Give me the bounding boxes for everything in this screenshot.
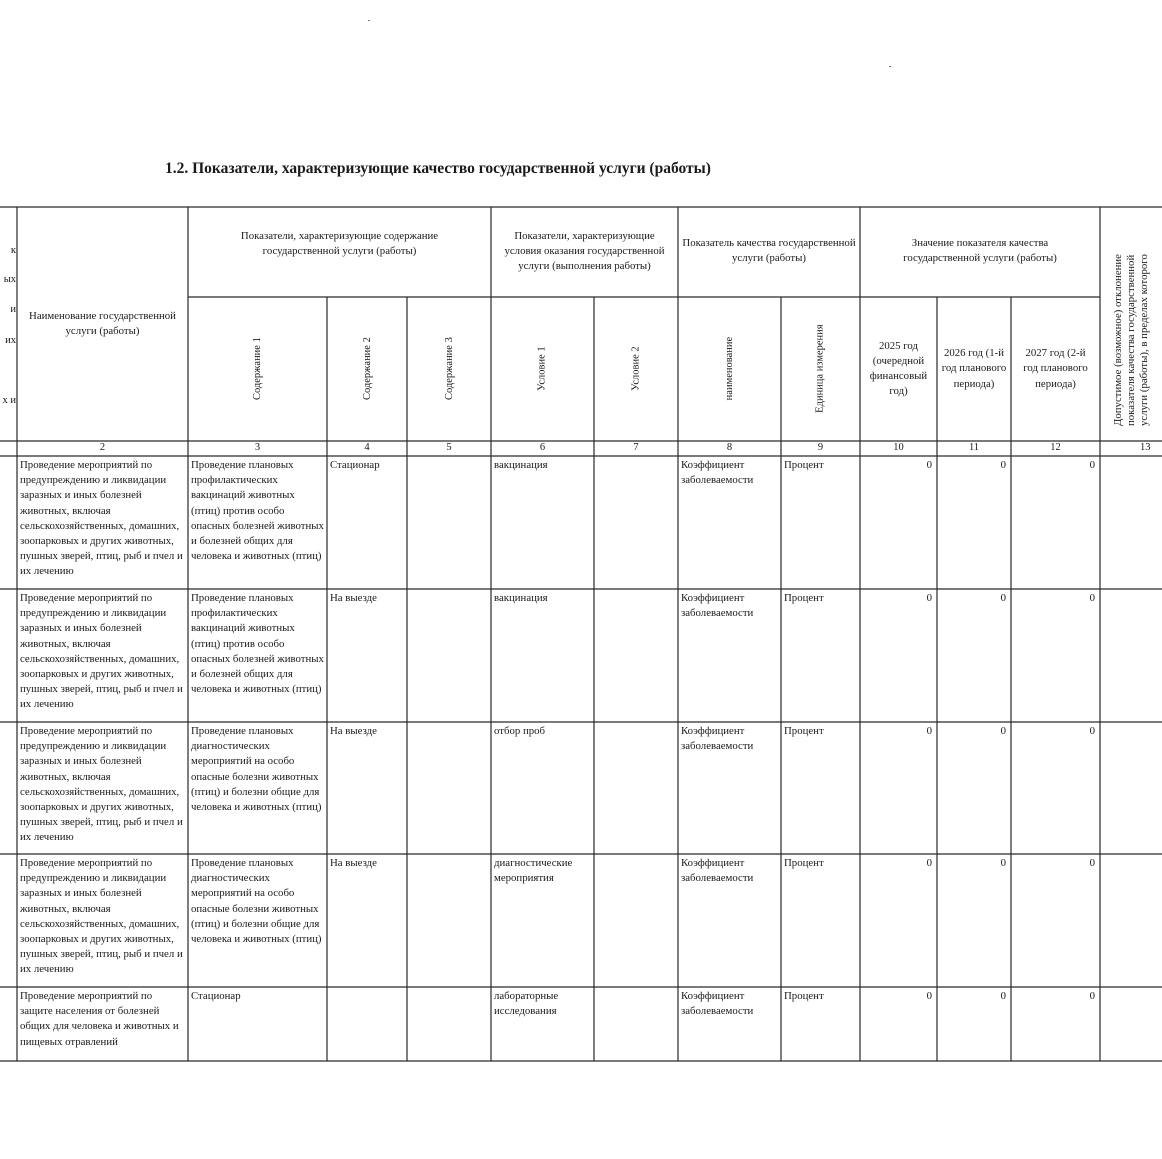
page-title: 1.2. Показатели, характеризующие качество государственной услуги (работы) <box>165 160 711 177</box>
cell-content-1: Стационар <box>191 990 241 1002</box>
column-number: 3 <box>254 442 261 453</box>
cell-indicator-name: Коэффициент заболеваемости <box>681 857 754 885</box>
cell-service-name: Проведение мероприятий по предупреждению и ликвидации заразных и иных болезней животных, включая сельскохозяйственных, домашних, зоопарковых и других животных, пушных зверей, птиц, рыб и пчел и их лечению <box>20 459 183 578</box>
header-year-2026: 2026 год (1-й год планового периода) <box>941 347 1007 390</box>
cell-condition-1: вакцинация <box>494 459 548 471</box>
cell-value-2026: 0 <box>1000 857 1006 869</box>
cell-service-name: Проведение мероприятий по предупреждению и ликвидации заразных и иных болезней животных, включая сельскохозяйственных, домашних, зоопарковых и других животных, пушных зверей, птиц, рыб и пчел и их лечению <box>20 857 183 976</box>
cell-value-2026: 0 <box>1000 459 1006 471</box>
cell-value-2025: 0 <box>926 857 932 869</box>
cell-content-3 <box>408 590 490 721</box>
cell-value-2026: 0 <box>1000 592 1006 604</box>
cell-content-3 <box>408 988 490 1060</box>
cell-indicator-name: Коэффициент заболеваемости <box>681 990 754 1018</box>
cell-indicator-name: Коэффициент заболеваемости <box>681 725 754 753</box>
cell-condition-2 <box>595 855 677 986</box>
cell-value-2027: 0 <box>1089 725 1095 737</box>
column-number: 13 <box>1140 442 1151 453</box>
column-number: 2 <box>99 442 106 453</box>
cell-value-2026: 0 <box>1000 725 1006 737</box>
column-number: 6 <box>539 442 546 453</box>
cell-indicator-name: Коэффициент заболеваемости <box>681 592 754 620</box>
column-number: 5 <box>446 442 452 453</box>
cell-content-2: Стационар <box>330 459 380 471</box>
cell-content-1: Проведение плановых диагностических мероприятий на особо опасные болезни животных (птиц) и болезни общие для человека и животных (птиц) <box>191 725 322 814</box>
header-service-name: Наименование государственной услуги (работы) <box>29 309 176 337</box>
clipped-header-fragment: к <box>10 245 16 256</box>
cell-unit: Процент <box>784 857 824 869</box>
clipped-header-fragment: и <box>10 304 16 315</box>
cell-service-name: Проведение мероприятий по предупреждению и ликвидации заразных и иных болезней животных, включая сельскохозяйственных, домашних, зоопарковых и других животных, пушных зверей, птиц, рыб и пчел и их лечению <box>20 592 183 711</box>
cell-content-3 <box>408 723 490 853</box>
cell-unit: Процент <box>784 725 824 737</box>
cell-condition-1: лабораторные исследования <box>494 990 559 1018</box>
cell-value-2027: 0 <box>1089 990 1095 1002</box>
cell-condition-1: вакцинация <box>494 592 548 604</box>
column-number: 12 <box>1050 442 1061 453</box>
header-unit: Единица измерения <box>814 324 826 414</box>
cell-indicator-name: Коэффициент заболеваемости <box>681 459 754 487</box>
clipped-header-fragment: х и <box>2 395 16 406</box>
header-year-2027: 2027 год (2-й год планового периода) <box>1023 347 1088 390</box>
cell-content-2: На выезде <box>330 857 377 869</box>
cell-value-2025: 0 <box>926 459 932 471</box>
clipped-header-fragment: ых <box>3 274 16 285</box>
cell-value-2025: 0 <box>926 592 932 604</box>
cell-content-2: На выезде <box>330 592 377 604</box>
cell-condition-2 <box>595 590 677 721</box>
column-number: 10 <box>893 442 904 453</box>
header-deviation: Допустимое (возможное) отклонение показателя качества государственной услуги (работы), в пределах которого <box>1112 254 1150 426</box>
cell-condition-2 <box>595 457 677 588</box>
cell-content-1: Проведение плановых профилактических вакцинаций животных (птиц) против особо опасных болезней животных и болезней общих для человека и животных (птиц) <box>191 459 324 563</box>
cell-service-name: Проведение мероприятий по защите населения от болезней общих для человека и животных и пищевых отравлений <box>20 990 179 1048</box>
cell-value-2025: 0 <box>926 725 932 737</box>
cell-condition-1: диагностические мероприятия <box>494 857 573 885</box>
header-year-2025: 2025 год (очередной финансовый год) <box>869 339 928 398</box>
header-indicator-name: наименование <box>723 337 735 401</box>
clipped-header-fragment: их <box>5 335 16 346</box>
cell-value-2027: 0 <box>1089 592 1095 604</box>
header-conditions-group: Показатели, характеризующие условия оказания государственной услуги (выполнения работы) <box>504 230 665 273</box>
column-number: 4 <box>364 442 370 453</box>
cell-value-2027: 0 <box>1089 459 1095 471</box>
cell-condition-1: отбор проб <box>494 725 546 737</box>
cell-unit: Процент <box>784 990 824 1002</box>
cell-service-name: Проведение мероприятий по предупреждению и ликвидации заразных и иных болезней животных, включая сельскохозяйственных, домашних, зоопарковых и других животных, пушных зверей, птиц, рыб и пчел и их лечению <box>20 725 183 844</box>
header-condition-1: Условие 1 <box>536 346 548 392</box>
header-content-1: Содержание 1 <box>251 337 263 401</box>
column-number: 8 <box>726 442 733 453</box>
cell-value-2026: 0 <box>1000 990 1006 1002</box>
header-content-3: Содержание 3 <box>443 337 455 401</box>
header-quality-group: Показатель качества государственной услуги (работы) <box>682 237 856 265</box>
cell-content-2: На выезде <box>330 725 377 737</box>
cell-content-2 <box>328 988 406 1060</box>
cell-value-2027: 0 <box>1089 857 1095 869</box>
cell-content-3 <box>408 855 490 986</box>
cell-condition-2 <box>595 723 677 853</box>
header-condition-2: Условие 2 <box>630 346 642 392</box>
column-number: 11 <box>968 442 980 453</box>
header-content-2: Содержание 2 <box>361 337 373 401</box>
column-number: 9 <box>817 442 824 453</box>
header-value-group: Значение показателя качества государственной услуги (работы) <box>903 237 1057 265</box>
header-content-group: Показатели, характеризующие содержание государственной услуги (работы) <box>240 230 439 258</box>
cell-content-3 <box>408 457 490 588</box>
column-number: 7 <box>633 442 639 453</box>
cell-condition-2 <box>595 988 677 1060</box>
cell-value-2025: 0 <box>926 990 932 1002</box>
cell-content-1: Проведение плановых профилактических вакцинаций животных (птиц) против особо опасных болезней животных и болезней общих для человека и животных (птиц) <box>191 592 324 696</box>
cell-unit: Процент <box>784 592 824 604</box>
cell-content-1: Проведение плановых диагностических мероприятий на особо опасные болезни животных (птиц) и болезни общие для человека и животных (птиц) <box>191 857 322 946</box>
cell-unit: Процент <box>784 459 824 471</box>
